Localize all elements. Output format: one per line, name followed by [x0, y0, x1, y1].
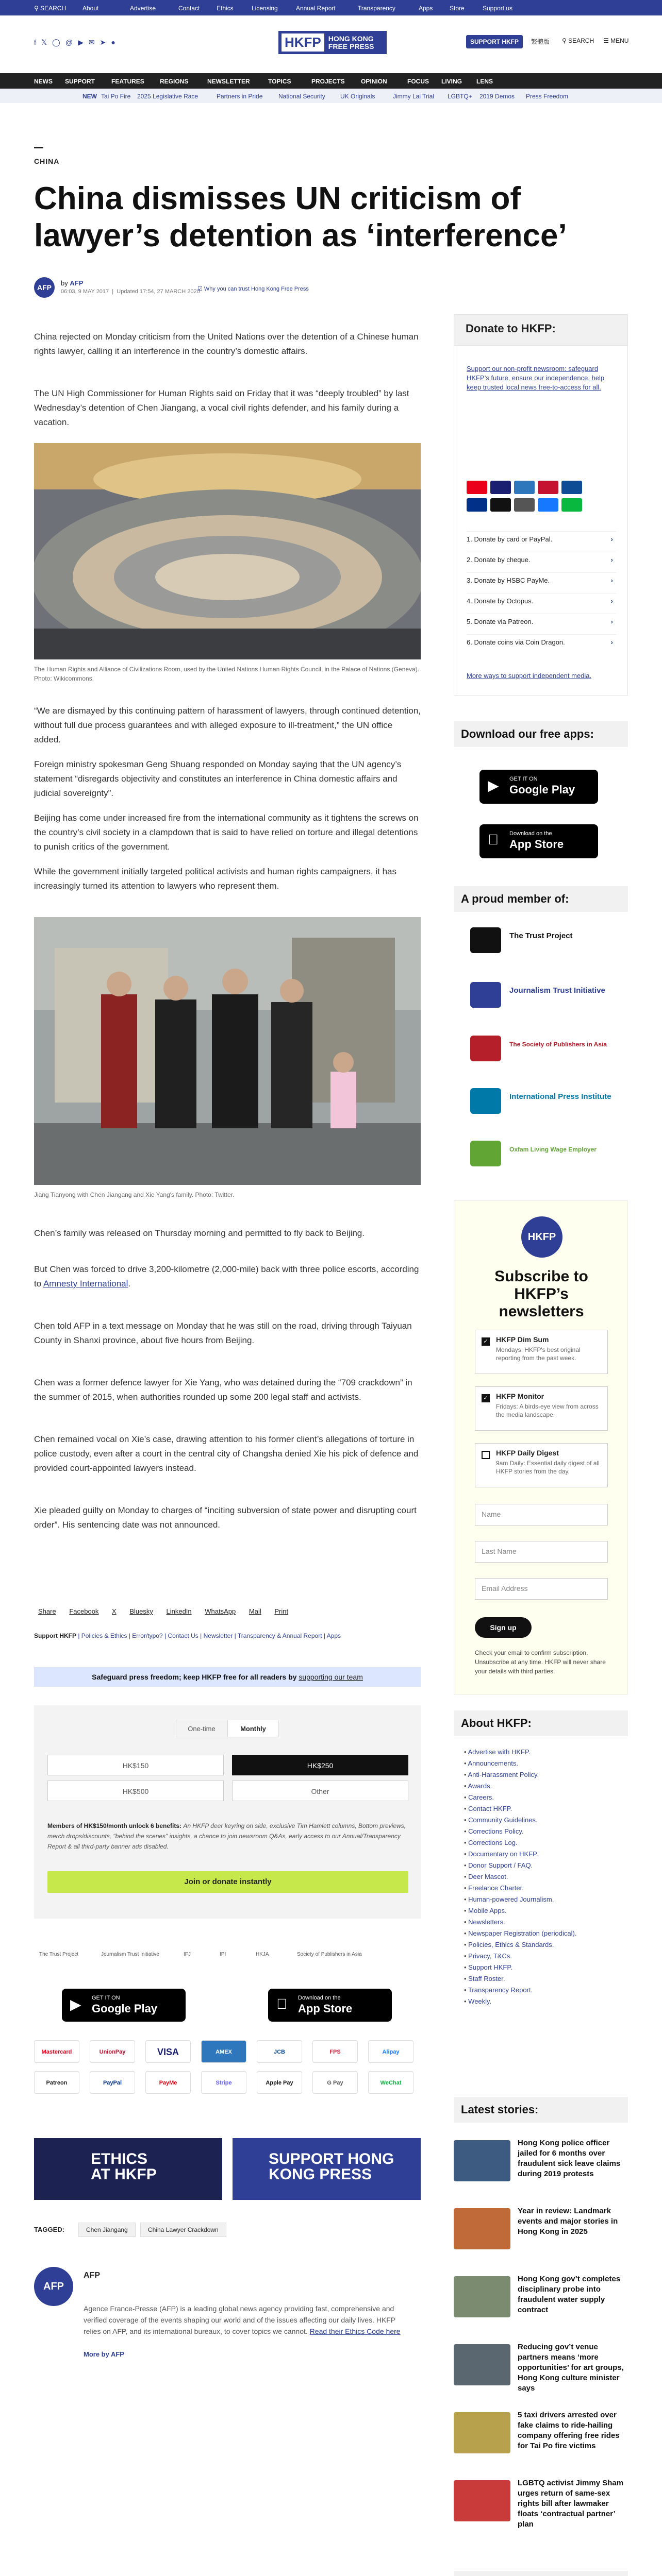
top-link-licensing[interactable]: Licensing [252, 5, 278, 12]
tag-chip[interactable]: China Lawyer Crackdown [140, 2223, 226, 2237]
promo-title [91, 2151, 157, 2182]
trending-bar [0, 89, 662, 103]
trending-item[interactable]: Partners in Pride [217, 93, 263, 100]
jcb-logo: JCB [257, 2040, 302, 2063]
patreon-logo: Patreon [34, 2071, 79, 2094]
share-whatsapp[interactable]: WhatsApp [205, 1607, 236, 1615]
story-title: Reducing gov’t venue partners means ‘more opportunities’ for art groups, Hong Kong culture minister says [518, 2343, 624, 2393]
about-links [464, 1747, 619, 2007]
amex-icon [514, 481, 535, 494]
donate-option-label: 6. Donate coins via Coin Dragon. [467, 638, 565, 646]
arrow-right-icon: › [610, 597, 613, 605]
nav-news[interactable]: NEWS [34, 78, 53, 85]
amount-option[interactable]: HK$150 [47, 1755, 224, 1775]
article-category[interactable]: CHINA [34, 157, 60, 165]
ifj-logo[interactable]: IFJ [184, 1952, 191, 1957]
top-search-link[interactable]: ⚲ SEARCH [34, 5, 67, 12]
member-name: Journalism Trust Initiative [509, 986, 605, 995]
top-utility-bar [0, 0, 662, 15]
benefits-lead: Members of HK$150/month unlock 6 benefits: [47, 1822, 182, 1829]
article-paragraph: But Chen was forced to drive 3,200-kilometre (2,000-mile) back with three police escorts, according to Amnesty International. [34, 1264, 419, 1289]
article-paragraph: Chen’s family was released on Thursday morning and permitted to fly back to Beijing. [34, 1228, 365, 1238]
top-link-about[interactable]: About [82, 5, 99, 12]
about-link[interactable]: • Documentary on HKFP. [464, 1849, 619, 1860]
latest-story[interactable] [454, 2342, 628, 2408]
hkja-logo[interactable]: HKJA [256, 1952, 269, 1957]
top-link-support[interactable]: Support us [483, 5, 513, 12]
telegram-icon[interactable]: ➤ [100, 38, 111, 46]
un-council-room-photo [34, 443, 421, 659]
app-store-small: Download on the [509, 831, 552, 837]
google-play-small: GET IT ON [509, 776, 538, 782]
promo-title-2: AT HKFP [91, 2166, 157, 2183]
top-link-ethics[interactable]: Ethics [217, 5, 234, 12]
promo-title-1: ETHICS [91, 2150, 148, 2167]
share-label: Share [38, 1607, 56, 1615]
checkbox-checked[interactable]: ✓ [482, 1394, 490, 1402]
about-link[interactable]: • Privacy, T&Cs. [464, 1951, 619, 1962]
amnesty-link[interactable]: Amnesty International [43, 1279, 128, 1289]
about-link[interactable]: • Newspaper Registration (periodical). [464, 1928, 619, 1939]
support-hkfp-button[interactable]: SUPPORT HKFP [466, 35, 523, 48]
top-link-annual-report[interactable]: Annual Report [296, 5, 336, 12]
about-link[interactable]: • Deer Mascot. [464, 1871, 619, 1883]
chen-family-photo [34, 917, 421, 1185]
share-print[interactable]: Print [274, 1607, 289, 1615]
google-play-big: Google Play [92, 2002, 158, 2015]
footer-link[interactable]: Transparency & Annual Report [237, 1632, 322, 1639]
payme-logo: PayMe [145, 2071, 191, 2094]
visa-icon [490, 481, 511, 494]
footer-support-link[interactable]: Support HKFP [34, 1632, 76, 1639]
newsletter-signup-button[interactable]: Sign up [475, 1617, 532, 1638]
article-paragraph: Xie pleaded guilty on Monday to charges of “inciting subversion of state power and disrupting court order”. His sentencing date was not announced. [34, 1505, 417, 1530]
newsletter-title: Subscribe to HKFP’s newsletters [494, 1268, 588, 1320]
newsletter-option-dim-sum[interactable] [475, 1330, 608, 1374]
nav-living[interactable]: LIVING [441, 78, 462, 85]
safeguard-text: Safeguard press freedom; keep HKFP free for all readers by [92, 1673, 297, 1681]
latest-story[interactable] [454, 2478, 628, 2544]
publish-date: 06:03, 9 MAY 2017 [61, 289, 109, 295]
ipi-logo[interactable]: IPI [220, 1952, 226, 1957]
safeguard-link[interactable]: supporting our team [299, 1673, 363, 1681]
article-paragraph: Chen remained vocal on Xie’s case, drawing attention to his former client’s allegations of torture in police custody, even after a court in the central city of Changsha denied Xie his pick of defence and provided court-appointed lawyers instead. [34, 1434, 419, 1473]
story-thumbnail [454, 2412, 510, 2453]
x-icon[interactable]: 𝕏 [41, 38, 53, 46]
trust-link-label: Why you can trust Hong Kong Free Press [204, 286, 309, 292]
trending-item[interactable]: 2019 Demos [479, 93, 515, 100]
latest-sidebar-title: Latest stories: [454, 2097, 628, 2123]
support-promo-banner[interactable] [233, 2138, 421, 2200]
logo-line-2: FREE PRESS [328, 42, 374, 50]
alipay-icon [538, 498, 558, 512]
about-link[interactable]: • Mobile Apps. [464, 1905, 619, 1917]
apple-pay-logo: Apple Pay [257, 2071, 302, 2094]
top-link-store[interactable]: Store [450, 5, 465, 12]
share-row [38, 1607, 300, 1615]
donate-option[interactable] [467, 614, 616, 629]
sidebar-google-play-badge[interactable] [479, 770, 598, 804]
language-switch[interactable]: 繁體版 [531, 38, 550, 45]
apps-sidebar-title: Download our free apps: [454, 721, 628, 747]
logo-line-1: HONG KONG [328, 34, 374, 43]
story-title: Hong Kong police officer jailed for 6 months over fraudulent sick leave claims during 2019 protests [518, 2139, 621, 2178]
about-link[interactable]: • Advertise with HKFP. [464, 1747, 619, 1758]
photo-caption: Jiang Tianyong with Chen Jiangang and Xie Yang's family. Photo: Twitter. [34, 1191, 235, 1198]
header-search[interactable]: ⚲ SEARCH [562, 37, 594, 44]
category-rule [34, 147, 43, 148]
latest-story[interactable] [454, 2410, 628, 2476]
member-name: The Trust Project [509, 931, 573, 940]
article-paragraph: Foreign ministry spokesman Geng Shuang responded on Monday saying that the UN agency’s statement “disregards objectivity and constitutes an interference in China domestic affairs and judicial sovereignty”. [34, 759, 402, 798]
nav-topics[interactable]: TOPICS [268, 78, 291, 85]
share-linkedin[interactable]: LinkedIn [166, 1607, 192, 1615]
donate-option[interactable] [467, 572, 616, 588]
member-sidebar-title: A proud member of: [454, 886, 628, 912]
newsletter-name: HKFP Dim Sum [496, 1335, 549, 1344]
more-by-author-link[interactable]: More by AFP [84, 2350, 124, 2358]
donate-option[interactable] [467, 593, 616, 608]
app-store-badge[interactable] [268, 1989, 392, 2022]
arrow-right-icon: › [610, 535, 613, 543]
arrow-right-icon: › [610, 556, 613, 564]
story-thumbnail [454, 2276, 510, 2317]
sidebar-donate-box [454, 314, 628, 696]
article-headline: China dismisses UN criticism of lawyer’s detention as ‘interference’ [34, 181, 567, 253]
paypal-logo: PayPal [90, 2071, 135, 2094]
donate-widget [34, 1705, 421, 1919]
alipay-logo: Alipay [368, 2040, 413, 2063]
jcb-icon [561, 481, 582, 494]
member-name: Oxfam Living Wage Employer [509, 1146, 597, 1153]
header-menu-label: MENU [610, 37, 629, 44]
paypal-icon [467, 498, 487, 512]
author-bio-text: Agence France-Presse (AFP) is a leading global news agency providing fast, comprehensive and verified coverage of the events shaping our world and of the issues affecting our daily lives. HKFP relies on AFP, and its international bureaux, to cover topics we cannot. [84, 2304, 395, 2335]
apple-pay-icon [490, 498, 511, 512]
newsletter-option-daily-digest[interactable] [475, 1443, 608, 1487]
top-link-contact[interactable]: Contact [178, 5, 200, 12]
google-pay-icon [514, 498, 535, 512]
google-play-small: GET IT ON [92, 1995, 120, 2001]
join-donate-button[interactable]: Join or donate instantly [47, 1871, 408, 1893]
social-icons [34, 38, 121, 47]
article-footer-links: Support HKFP | Policies & Ethics | Error/typo? | Contact Us | Newsletter | Transparency & Annual Report | Apps [34, 1632, 341, 1639]
mail-icon[interactable]: ✉ [88, 38, 100, 46]
ethics-promo-banner[interactable] [34, 2138, 222, 2200]
nav-focus[interactable]: FOCUS [407, 78, 429, 85]
byline-author-link[interactable]: AFP [70, 279, 84, 287]
member-name: International Press Institute [509, 1092, 611, 1101]
main-nav [0, 73, 662, 89]
newsletter-name: HKFP Daily Digest [496, 1449, 559, 1457]
trending-item[interactable]: Press Freedom [526, 93, 569, 100]
trust-project-logo[interactable]: The Trust Project [39, 1952, 79, 1957]
hkfp-logo[interactable] [278, 31, 387, 54]
logo-mark: HKFP [282, 33, 324, 52]
about-link[interactable]: • Freelance Charter. [464, 1883, 619, 1894]
logo-text [328, 35, 374, 50]
fps-logo: FPS [312, 2040, 358, 2063]
unionpay-icon [538, 481, 558, 494]
story-title: Year in review: Landmark events and major stories in Hong Kong in 2025 [518, 2207, 618, 2236]
checkbox-unchecked[interactable] [482, 1451, 490, 1459]
footer-link[interactable]: Apps [326, 1632, 341, 1639]
wechat-icon [561, 498, 582, 512]
features-sidebar-title [454, 2571, 628, 2576]
donate-option[interactable] [467, 531, 616, 547]
tagged-label: TAGGED: [34, 2226, 64, 2233]
donate-option-label: 1. Donate by card or PayPal. [467, 535, 553, 543]
nav-newsletter[interactable]: NEWSLETTER [207, 78, 250, 85]
trust-link[interactable]: ☑ Why you can trust Hong Kong Free Press [191, 285, 309, 292]
byline-prefix: by [61, 279, 68, 287]
nav-features[interactable]: FEATURES [111, 78, 144, 85]
arrow-right-icon: › [610, 638, 613, 646]
story-thumbnail [454, 2140, 510, 2181]
nav-support[interactable]: SUPPORT [65, 78, 95, 85]
footer-link[interactable]: Error/typo? [132, 1632, 163, 1639]
first-name-input[interactable]: Name [475, 1504, 608, 1526]
share-bluesky[interactable]: Bluesky [129, 1607, 153, 1615]
ipi-icon [470, 1088, 501, 1114]
donate-option-label: 4. Donate by Octopus. [467, 597, 534, 605]
partner-logo-strip [34, 1947, 421, 1968]
donate-option[interactable] [467, 634, 616, 650]
about-link[interactable]: • Transparency Report. [464, 1985, 619, 1996]
latest-story[interactable] [454, 2206, 628, 2272]
trending-item[interactable]: 2025 Legislative Race [137, 93, 198, 100]
footer-link[interactable]: Newsletter [203, 1632, 233, 1639]
newsletter-desc: 9am Daily: Essential daily digest of all HKFP stories from the day. [496, 1460, 600, 1475]
apple-icon [488, 832, 499, 848]
header-search-label: SEARCH [568, 37, 594, 44]
unionpay-logo: UnionPay [90, 2040, 135, 2063]
google-play-big: Google Play [509, 783, 575, 796]
checkbox-checked[interactable]: ✓ [482, 1337, 490, 1346]
amount-option[interactable]: HK$500 [47, 1781, 224, 1801]
instagram-icon[interactable]: ◯ [52, 38, 65, 46]
facebook-icon[interactable]: f [34, 38, 41, 46]
about-sidebar-title: About HKFP: [454, 1710, 628, 1736]
donate-option-label: 2. Donate by cheque. [467, 556, 531, 564]
about-link[interactable]: • Newsletters. [464, 1917, 619, 1928]
freq-one-time[interactable]: One-time [176, 1720, 227, 1737]
arrow-right-icon: › [610, 618, 613, 625]
article-paragraph: Beijing has come under increased fire from the international community as it tightens the screws on the country’s civil society in a clampdown that is said to have relied on torture and illegal detentions to punish critics of the government. [34, 813, 419, 852]
footer-link[interactable]: Contact Us [168, 1632, 198, 1639]
about-link[interactable]: • Awards. [464, 1781, 619, 1792]
app-store-big: App Store [509, 838, 564, 851]
about-link[interactable]: • Announcements. [464, 1758, 619, 1769]
donate-sidebar-title: Donate to HKFP: [466, 322, 556, 335]
promo-title-2: KONG PRESS [269, 2166, 372, 2183]
newsletter-desc: Mondays: HKFP's best original reporting from the past week. [496, 1346, 581, 1362]
donate-option-label: 5. Donate via Patreon. [467, 618, 534, 625]
about-link[interactable]: • Corrections Policy. [464, 1826, 619, 1837]
top-link-transparency[interactable]: Transparency [358, 5, 395, 12]
trending-item[interactable]: Tai Po Fire [101, 93, 131, 100]
newsletter-desc: Fridays: A birds-eye view from across the media landscape. [496, 1403, 599, 1418]
promo-title-1: SUPPORT HONG [269, 2150, 394, 2167]
oxfam-icon [470, 1141, 501, 1166]
google-play-icon: ▶ [488, 777, 499, 793]
rss-icon[interactable]: ● [111, 38, 121, 46]
nav-lens[interactable]: LENS [476, 78, 493, 85]
threads-icon[interactable]: @ [65, 38, 78, 46]
amount-option-other[interactable]: Other [232, 1781, 408, 1801]
email-input[interactable]: Email Address [475, 1578, 608, 1600]
amex-logo: AMEX [201, 2040, 246, 2063]
sidebar-app-store-badge[interactable] [479, 824, 598, 858]
author-box-avatar[interactable]: AFP [34, 2267, 73, 2306]
jti-logo[interactable]: Journalism Trust Initiative [101, 1952, 159, 1957]
jti-icon [470, 982, 501, 1008]
footer-link[interactable]: Policies & Ethics [81, 1632, 127, 1639]
mastercard-icon [467, 481, 487, 494]
safeguard-banner [34, 1667, 421, 1687]
about-link[interactable]: • Human-powered Journalism. [464, 1894, 619, 1905]
story-thumbnail [454, 2480, 510, 2521]
article-paragraph: The UN High Commissioner for Human Rights said on Friday that it was “deeply troubled” by last Wednesday’s detention of Chen Jiangang, a vocal civil rights defender, and his family during a vacation. [34, 388, 409, 427]
top-link-apps[interactable]: Apps [419, 5, 433, 12]
youtube-icon[interactable]: ▶ [78, 38, 89, 46]
about-link[interactable]: • Contact HKFP. [464, 1803, 619, 1815]
apple-icon [276, 1996, 287, 2012]
about-link[interactable]: • Donor Support / FAQ. [464, 1860, 619, 1871]
story-title: LGBTQ activist Jimmy Sham urges return of same-sex rights bill after lawmaker floats ‘contractual partner’ plan [518, 2479, 624, 2529]
ethics-code-link[interactable]: Read their Ethics Code here [309, 2327, 401, 2335]
promo-title [269, 2151, 394, 2182]
about-link[interactable]: • Staff Roster. [464, 1973, 619, 1985]
more-ways-link[interactable]: More ways to support independent media. [467, 672, 592, 680]
photo-caption: The Human Rights and Alliance of Civilizations Room, used by the United Nations Human Rights Council, in the Palace of Nations (Geneva). Photo: Wikicommons. [34, 666, 420, 682]
story-thumbnail [454, 2208, 510, 2249]
sopa-icon [470, 1036, 501, 1061]
newsletter-signup [454, 1200, 628, 1695]
about-link[interactable]: • Policies, Ethics & Standards. [464, 1939, 619, 1951]
story-title: Hong Kong gov’t completes disciplinary probe into fraudulent water supply contract [518, 2275, 621, 2314]
donate-option-label: 3. Donate by HSBC PayMe. [467, 577, 550, 584]
arrow-right-icon: › [610, 577, 613, 584]
share-x[interactable]: X [112, 1607, 117, 1615]
sopa-logo[interactable]: Society of Publishers in Asia [297, 1952, 362, 1957]
mastercard-logo: Mastercard [34, 2040, 79, 2063]
trending-item[interactable]: UK Originals [340, 93, 375, 100]
share-facebook[interactable]: Facebook [69, 1607, 99, 1615]
tag-chip[interactable]: Chen Jiangang [78, 2223, 136, 2237]
latest-story[interactable] [454, 2274, 628, 2340]
about-link[interactable]: • Support HKFP. [464, 1962, 619, 1973]
stripe-logo: Stripe [201, 2071, 246, 2094]
author-box-name[interactable]: AFP [84, 2271, 100, 2280]
author-bio [84, 2303, 413, 2337]
newsletter-name: HKFP Monitor [496, 1392, 544, 1400]
trending-item[interactable]: National Security [278, 93, 325, 100]
updated-date: Updated 17:54, 27 MARCH 2020 [117, 289, 200, 295]
author-avatar[interactable]: AFP [34, 277, 55, 298]
donate-intro[interactable]: Support our non-profit newsroom: safeguard HKFP’s future, ensure our independence, help keep trusted local news free-to-access for all. [467, 365, 605, 391]
google-play-icon: ▶ [70, 1996, 81, 2012]
article-paragraph: While the government initially targeted political activists and human rights campaigners, it has increasingly turned its attention to lawyers who represent them. [34, 867, 397, 891]
article-paragraph-text: But Chen was forced to drive 3,200-kilometre (2,000-mile) back with three police escorts, according to [34, 1264, 419, 1289]
tagged-row [34, 2226, 219, 2233]
trending-item[interactable]: LGBTQ+ [448, 93, 472, 100]
trust-project-icon [470, 927, 501, 953]
share-mail[interactable]: Mail [249, 1607, 261, 1615]
about-link[interactable]: • Careers. [464, 1792, 619, 1803]
freq-monthly[interactable]: Monthly [227, 1720, 279, 1737]
about-link[interactable]: • Weekly. [464, 1996, 619, 2007]
header-menu[interactable]: ☰ MENU [603, 37, 629, 44]
member-benefits-note [47, 1821, 408, 1852]
latest-story[interactable] [454, 2138, 628, 2204]
article-paragraph: Chen was a former defence lawyer for Xie Yang, who was detained during the “709 crackdown” in the summer of 2015, when authorities rounded up some 200 legal staff and activists. [34, 1378, 412, 1402]
benefits-text: An HKFP deer keyring on side, exclusive Tim Hamlett columns, Bottom previews, merch drops/discounts, "behind the scenes" insights, a chance to join newsroom Q&As, early access to our Annual/Transparency Report & all third-party banner ads disabled. [47, 1822, 406, 1850]
byline-date: 06:03, 9 MAY 2017 | Updated 17:54, 27 MARCH 2020 [61, 289, 200, 295]
about-link[interactable]: • Corrections Log. [464, 1837, 619, 1849]
trending-new-label: NEW [82, 93, 97, 100]
visa-logo: VISA [145, 2040, 191, 2063]
byline-author [61, 279, 83, 287]
article-paragraph: China rejected on Monday criticism from the United Nations over the detention of a Chinese human rights lawyer, calling it an interference in the country’s domestic affairs. [34, 332, 419, 356]
wechat-pay-logo: WeChat [368, 2071, 413, 2094]
amount-option-selected[interactable]: HK$250 [232, 1755, 408, 1775]
newsletter-note: Check your email to confirm subscription. Unsubscribe at any time. HKFP will never share your details with third parties. [475, 1649, 606, 1675]
member-name: The Society of Publishers in Asia [509, 1041, 607, 1048]
nav-projects[interactable]: PROJECTS [311, 78, 345, 85]
newsletter-option-monitor[interactable] [475, 1386, 608, 1431]
about-link[interactable]: • Anti-Harassment Policy. [464, 1769, 619, 1781]
story-thumbnail [454, 2344, 510, 2385]
top-search-label: SEARCH [40, 5, 67, 12]
trending-item[interactable]: Jimmy Lai Trial [393, 93, 435, 100]
app-store-small: Download on the [298, 1995, 341, 2001]
donate-option[interactable] [467, 552, 616, 567]
story-title: 5 taxi drivers arrested over fake claims to ride-hailing company offering free rides for Tai Po fire victims [518, 2411, 620, 2450]
article-paragraph: “We are dismayed by this continuing pattern of harassment of lawyers, through continued detention, without full due process guarantees and with alleged exposure to ill-treatment,” the UN office added. [34, 706, 421, 744]
nav-regions[interactable]: REGIONS [160, 78, 189, 85]
google-play-badge[interactable] [62, 1989, 186, 2022]
top-link-advertise[interactable]: Advertise [130, 5, 156, 12]
nav-opinion[interactable]: OPINION [361, 78, 387, 85]
app-store-big: App Store [298, 2002, 353, 2015]
about-link[interactable]: • Community Guidelines. [464, 1815, 619, 1826]
article-paragraph: Chen told AFP in a text message on Monday that he was still on the road, driving through Taiyuan County in Shanxi province, about five hours from Beijing. [34, 1321, 412, 1345]
last-name-input[interactable]: Last Name [475, 1541, 608, 1563]
hkfp-circle-logo: HKFP [521, 1216, 562, 1258]
google-pay-logo: G Pay [312, 2071, 358, 2094]
